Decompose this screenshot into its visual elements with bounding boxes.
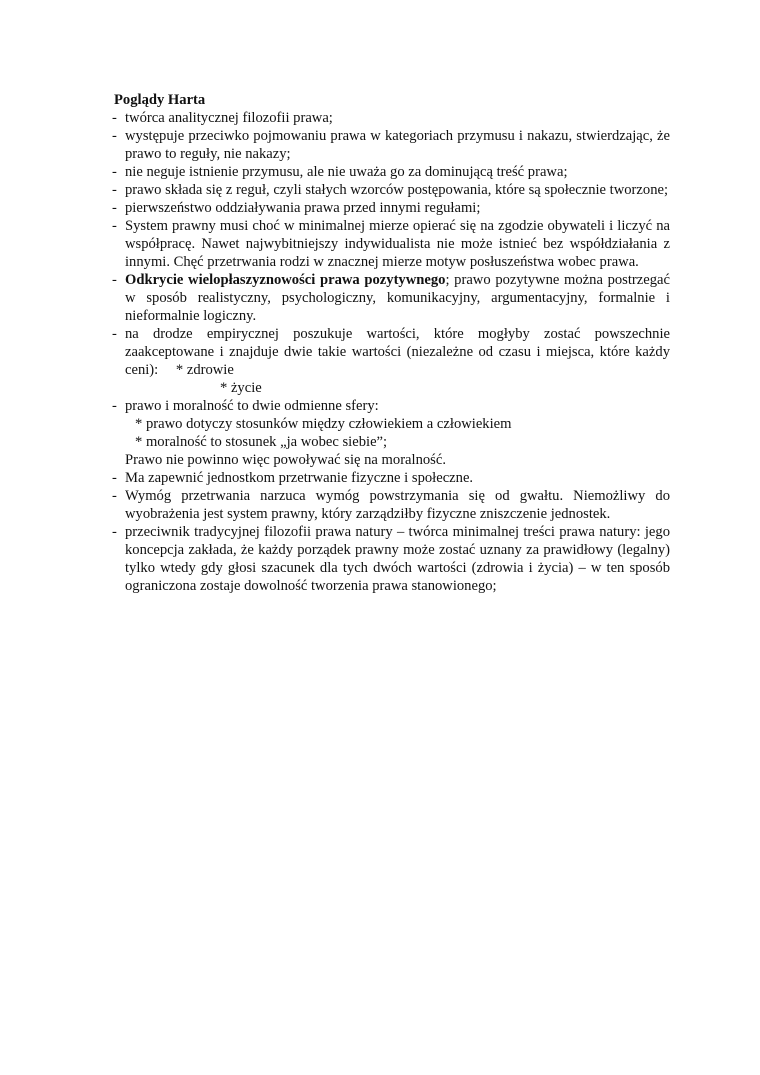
list-item bbox=[112, 181, 670, 199]
item-text: prawo i moralność to dwie odmienne sfery: bbox=[125, 398, 379, 414]
bullet-dash: - bbox=[112, 218, 117, 234]
bullet-dash: - bbox=[112, 182, 117, 198]
item-conclusion: Prawo nie powinno więc powoływać się na moralność. bbox=[125, 452, 446, 468]
item-text: na drodze empirycznej poszukuje wartości, które mogłyby zostać powszechnie zaakceptowane i znajduje dwie takie wartości (niezależne od czasu i miejsca, które każdy ceni): bbox=[125, 326, 670, 378]
item-text: Wymóg przetrwania narzuca wymóg powstrzymania się od gwałtu. Niemożliwy do wyobrażenia jest system prawny, który zarządziłby fizyczne zniszczenie jednostek. bbox=[125, 488, 670, 522]
list-item bbox=[112, 199, 670, 217]
list-item bbox=[112, 217, 670, 271]
bullet-dash: - bbox=[112, 128, 117, 144]
value-zycie: * życie bbox=[220, 380, 262, 396]
item-text: Ma zapewnić jednostkom przetrwanie fizyczne i społeczne. bbox=[125, 470, 474, 486]
sub-item: * prawo dotyczy stosunków między człowiekiem a człowiekiem bbox=[135, 416, 512, 432]
bullet-dash: - bbox=[112, 524, 117, 540]
sub-item: * moralność to stosunek „ja wobec siebie”; bbox=[135, 434, 388, 450]
bullet-dash: - bbox=[112, 164, 117, 180]
item-text: ; prawo pozytywne można postrzegać w sposób realistyczny, psychologiczny, komunikacyjny, argumentacyjny, formalnie i nieformalnie logiczny. bbox=[125, 272, 670, 324]
list-item bbox=[112, 109, 670, 127]
item-text: pierwszeństwo oddziaływania prawa przed innymi regułami; bbox=[125, 200, 481, 216]
item-text: prawo składa się z reguł, czyli stałych wzorców postępowania, które są społecznie tworzone; bbox=[125, 182, 669, 198]
section-title: Poglądy Harta bbox=[114, 92, 206, 108]
item-text: przeciwnik tradycyjnej filozofii prawa natury – twórca minimalnej treści prawa natury: jego koncepcja zakłada, że każdy porządek prawny może zostać uznany za prawidłowy (legalny) tylko wtedy gdy głosi szacunek dla tych dwóch wartości (zdrowia i życia) – w ten sposób ograniczona zostaje dowolność tworzenia prawa stanowionego; bbox=[125, 524, 670, 594]
bullet-dash: - bbox=[112, 398, 117, 414]
bullet-dash: - bbox=[112, 470, 117, 486]
bullet-dash: - bbox=[112, 200, 117, 216]
item-text: występuje przeciwko pojmowaniu prawa w kategoriach przymusu i nakazu, stwierdzając, że prawo to reguły, nie nakazy; bbox=[125, 128, 670, 162]
list-item bbox=[112, 271, 670, 325]
bullet-dash: - bbox=[112, 272, 117, 288]
list-item bbox=[112, 163, 670, 181]
list-item bbox=[112, 523, 670, 595]
bullet-dash: - bbox=[112, 110, 117, 126]
item-bold-text: Odkrycie wielopłaszyznowości prawa pozytywnego bbox=[125, 272, 446, 288]
value-zdrowie: * zdrowie bbox=[175, 362, 234, 378]
item-text: nie neguje istnienie przymusu, ale nie uważa go za dominującą treść prawa; bbox=[125, 164, 568, 180]
list-item bbox=[112, 127, 670, 163]
bullet-dash: - bbox=[112, 488, 117, 504]
item-text: System prawny musi choć w minimalnej mierze opierać się na zgodzie obywateli i liczyć na współpracę. Nawet najwybitniejszy indywidualista nie może istnieć bez współdziałania z innymi. Chęć przetrwania rodzi w znacznej mierze motyw posłuszeństwa wobec prawa. bbox=[125, 218, 670, 270]
document-body bbox=[112, 91, 670, 595]
list-item bbox=[112, 487, 670, 523]
list-item bbox=[112, 397, 670, 469]
list-item bbox=[112, 325, 670, 397]
list-item bbox=[112, 469, 670, 487]
bullet-dash: - bbox=[112, 326, 117, 342]
item-text: twórca analitycznej filozofii prawa; bbox=[125, 110, 333, 126]
